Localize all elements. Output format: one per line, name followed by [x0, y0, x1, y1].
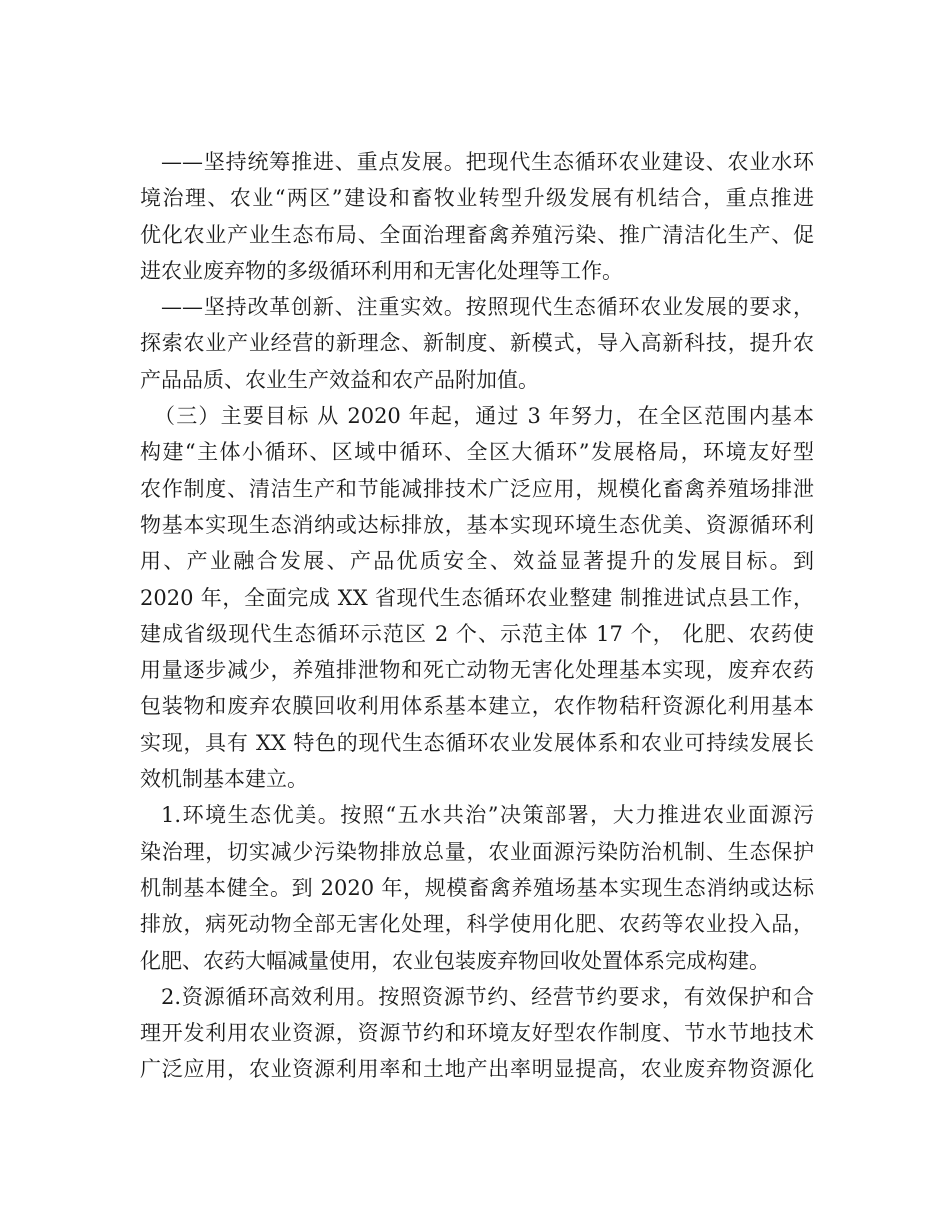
text-line: 理开发利用农业资源，资源节约和环境友好型农作制度、节水节地技术 — [140, 1021, 814, 1046]
text-line: ——坚持改革创新、注重实效。按照现代生态循环农业发展的要求， — [161, 295, 814, 320]
text-line: 构建“主体小循环、区域中循环、全区大循环”发展格局，环境友好型 — [140, 440, 814, 465]
text-line: 染治理，切实减少污染物排放总量，农业面源污染防治机制、生态保护 — [140, 839, 814, 864]
text-line: 优化农业产业生态布局、全面治理畜禽养殖污染、推广清洁化生产、促 — [140, 222, 814, 247]
text-line: ——坚持统筹推进、重点发展。把现代生态循环农业建设、农业水环 — [161, 150, 814, 174]
text-line: 用、产业融合发展、产品优质安全、效益显著提升的发展目标。到 — [140, 549, 814, 574]
paragraph-coordinated-development — [140, 144, 814, 289]
text-line: 实现，具有 XX 特色的现代生态循环农业发展体系和农业可持续发展长 — [140, 730, 814, 755]
paragraph-ecology-goal — [140, 797, 814, 978]
paragraph-reform-innovation — [140, 289, 814, 398]
text-line: 化肥、农药大幅减量使用，农业包装废弃物回收处置体系完成构建。 — [140, 948, 770, 973]
text-line: 1.环境生态优美。按照“五水共治”决策部署，大力推进农业面源污 — [161, 803, 814, 828]
text-line: 广泛应用，农业资源利用率和土地产出率明显提高，农业废弃物资源化 — [140, 1057, 814, 1082]
text-line: 境治理、农业“两区”建设和畜牧业转型升级发展有机结合，重点推进 — [140, 186, 814, 211]
text-line: 效机制基本建立。 — [140, 767, 308, 792]
text-line: （三）主要目标 从 2020 年起，通过 3 年努力，在全区范围内基本 — [154, 404, 814, 429]
text-line: 建成省级现代生态循环示范区 2 个、示范主体 17 个， 化肥、农药使 — [140, 621, 814, 646]
text-line: 2.资源循环高效利用。按照资源节约、经营节约要求，有效保护和合 — [161, 984, 814, 1009]
text-line: 包装物和废弃农膜回收利用体系基本建立，农作物秸秆资源化利用基本 — [140, 694, 814, 719]
text-line: 物基本实现生态消纳或达标排放，基本实现环境生态优美、资源循环利 — [140, 512, 814, 537]
text-line: 2020 年，全面完成 XX 省现代生态循环农业整建 制推进试点县工作， — [140, 585, 814, 610]
text-line: 农作制度、清洁生产和节能减排技术广泛应用，规模化畜禽养殖场排泄 — [140, 476, 814, 501]
text-line: 产品品质、农业生产效益和农产品附加值。 — [140, 367, 539, 392]
text-line: 排放，病死动物全部无害化处理，科学使用化肥、农药等农业投入品， — [140, 912, 814, 937]
text-line: 进农业废弃物的多级循环利用和无害化处理等工作。 — [140, 258, 623, 283]
text-line: 用量逐步减少，养殖排泄物和死亡动物无害化处理基本实现，废弃农药 — [140, 658, 814, 683]
paragraph-main-goals — [140, 398, 814, 797]
text-line: 探索农业产业经营的新理念、新制度、新模式，导入高新科技，提升农 — [140, 331, 814, 356]
paragraph-resource-goal — [140, 979, 814, 1088]
text-line: 机制基本健全。到 2020 年，规模畜禽养殖场基本实现生态消纳或达标 — [140, 875, 814, 900]
document-body — [140, 144, 814, 1088]
